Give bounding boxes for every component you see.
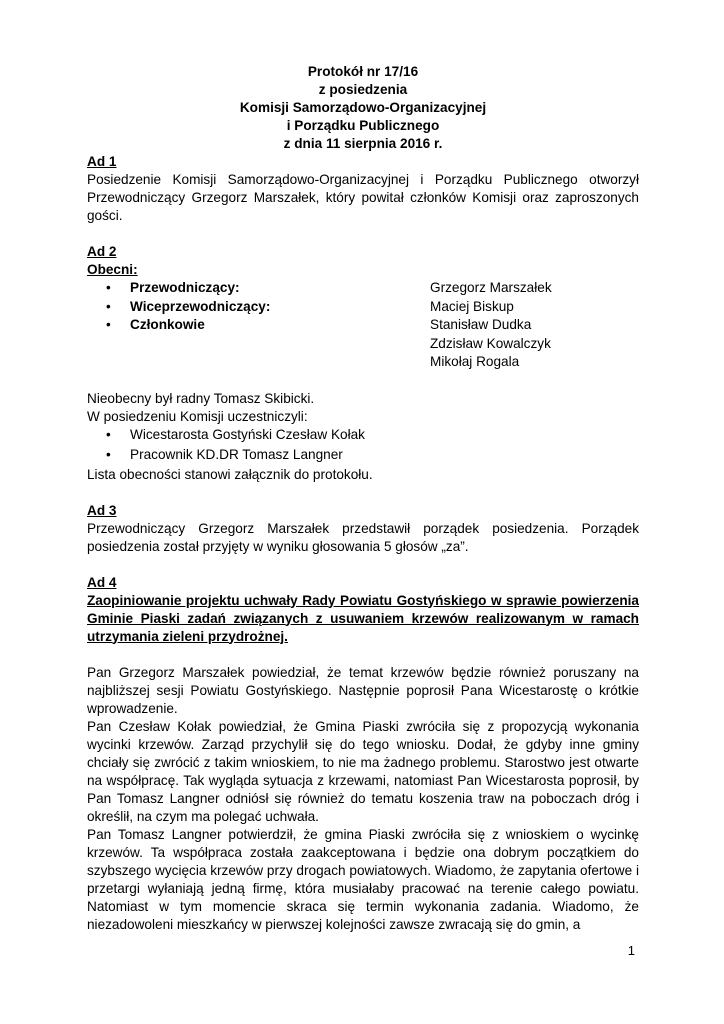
title-line: Komisji Samorządowo-Organizacyjnej <box>239 100 487 115</box>
ad4-paragraph: Pan Grzegorz Marszałek powiedział, że temat krzewów będzie również poruszany na najbliższej sesji Powiatu Gostyńskiego. Następnie poprosił Pana Wicestarostę o krótkie wprowadzenie. <box>87 664 639 716</box>
bullet-icon: • <box>106 280 111 295</box>
member-role: Przewodniczący: <box>130 280 240 295</box>
member-name: Maciej Biskup <box>430 298 514 314</box>
member-name: Zdzisław Kowalczyk <box>430 335 551 351</box>
member-role: Wiceprzewodniczący: <box>130 298 271 314</box>
bullet-icon: • <box>106 426 111 442</box>
ad1-text: Posiedzenie Komisji Samorządowo-Organizacyjnej i Porządku Publicznego otworzył Przewodniczący Grzegorz Marszałek, który powitał członków Komisji oraz zaproszonych gości. <box>87 172 639 223</box>
other-members <box>430 335 639 372</box>
present-label: Obecni: <box>87 262 138 277</box>
participants-list <box>87 426 639 466</box>
ad4-heading: Ad 4 <box>87 574 117 590</box>
list-item <box>87 426 639 446</box>
ad3-text: Przewodniczący Grzegorz Marszałek przedstawił porządek posiedzenia. Porządek posiedzenia został przyjęty w wyniku głosowania 5 głosów „za”. <box>87 520 639 554</box>
ad4-subject: Zaopiniowanie projektu uchwały Rady Powiatu Gostyńskiego w sprawie powierzenia Gminie Piaski zadań związanych z usuwaniem krzewów realizowanym w ramach utrzymania zieleni przydrożnej. <box>87 592 639 644</box>
page-number: 1 <box>627 943 635 958</box>
list-item <box>87 446 639 466</box>
ad2-heading: Ad 2 <box>87 244 117 259</box>
list-item <box>87 298 639 317</box>
participant-name: Wicestarosta Gostyński Czesław Kołak <box>130 426 365 442</box>
list-item <box>87 279 639 298</box>
title-line: i Porządku Publicznego <box>286 118 440 133</box>
title-line: z dnia 11 sierpnia 2016 r. <box>283 136 443 151</box>
present-members-list <box>87 279 639 335</box>
ad4-paragraph: Pan Czesław Kołak powiedział, że Gmina Piaski zwróciła się z propozycją wykonania wycinki krzewów. Zarząd przychylił się do tego wniosku. Dodał, że gdyby inne gminy chciały się zwrócić z takim wnioskiem, to nie ma żadnego problemu. Starostwo jest otwarte na współpracę. Tak wygląda sytuacja z krzewami, natomiast Pan Wicestarosta poprosił, by Pan Tomasz Langner odniósł się również do tematu koszenia traw na poboczach dróg i określił, na czym ma polegać uchwała. <box>87 718 639 824</box>
bullet-icon: • <box>106 317 111 332</box>
attendance-note: Lista obecności stanowi załącznik do protokołu. <box>87 466 373 482</box>
document-body <box>87 63 639 934</box>
member-role: Członkowie <box>130 317 205 332</box>
participants-intro: W posiedzeniu Komisji uczestniczyli: <box>87 408 308 424</box>
member-name: Stanisław Dudka <box>430 317 532 332</box>
list-item <box>87 316 639 335</box>
member-name: Grzegorz Marszałek <box>430 280 552 295</box>
ad1-heading: Ad 1 <box>87 154 117 169</box>
document-title <box>87 63 639 153</box>
ad4-paragraph: Pan Tomasz Langner potwierdził, że gmina Piaski zwróciła się z wnioskiem o wycinkę krzewów. Ta współpraca została zaakceptowana i będzie ona dobrym początkiem do szybszego wycięcia krzewów przy drogach powiatowych. Wiadomo, że zapytania ofertowe i przetargi wyłaniają jedną firmę, która musiałaby pracować na terenie całego powiatu. Natomiast w tym momencie skraca się termin wykonania zadania. Wiadomo, że niezadowoleni mieszkańcy w pierwszej kolejności zawsze zwracają się do gmin, a <box>87 826 639 932</box>
bullet-icon: • <box>106 446 111 462</box>
title-line: Protokół nr 17/16 <box>307 64 419 79</box>
bullet-icon: • <box>106 298 111 314</box>
member-name: Mikołaj Rogala <box>430 354 520 369</box>
participant-name: Pracownik KD.DR Tomasz Langner <box>130 446 343 462</box>
ad3-heading: Ad 3 <box>87 502 117 518</box>
title-line: z posiedzenia <box>318 82 408 97</box>
absent-note: Nieobecny był radny Tomasz Skibicki. <box>87 390 315 406</box>
